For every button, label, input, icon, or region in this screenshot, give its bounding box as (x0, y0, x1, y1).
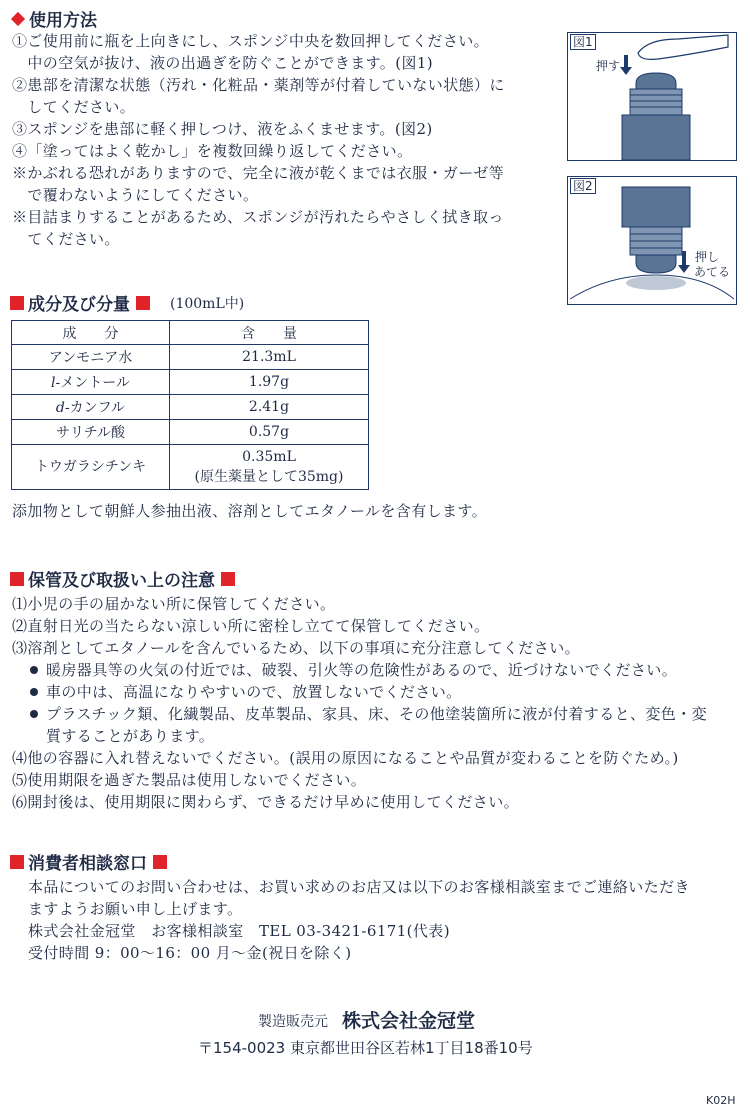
storage-heading (10, 566, 235, 591)
storage-bullet-cont: 質することがあります。 (46, 727, 215, 745)
table-row (12, 370, 369, 395)
ingredient-amount-cell (170, 445, 369, 490)
consult-line: 本品についてのお問い合わせは、お買い求めのお店又は以下のお客様相談室までご連絡いただき (28, 878, 690, 896)
ingredient-prefix: l (51, 375, 56, 391)
usage-line: 中の空気が抜け、液の出過ぎを防ぐことができます。(図1) (12, 54, 434, 72)
storage-bullet-text: 暖房器具等の火気の付近では、破裂、引火等の危険性があるので、近づけないでください。 (46, 661, 678, 679)
storage-item: ⑷他の容器に入れ替えないでください。(誤用の原因になることや品質が変わることを防ぐため。) (12, 749, 679, 767)
red-square-icon (136, 296, 150, 310)
figure-1-text: 押す (596, 59, 621, 73)
maker-label: 製造販売元 (258, 1014, 328, 1030)
figure-2 (567, 176, 737, 305)
consult-title: 消費者相談窓口 (28, 854, 147, 874)
usage-title: 使用方法 (29, 11, 97, 31)
red-square-icon (153, 855, 167, 869)
ingredient-amount: 0.35mL (242, 449, 296, 465)
table-row (12, 345, 369, 370)
usage-line: で覆わないようにしてください。 (12, 186, 259, 204)
storage-item: ⑸使用期限を過ぎた製品は使用しないでください。 (12, 771, 367, 789)
table-header-cell: 成 分 (12, 321, 170, 345)
table-header-cell: 含 量 (170, 321, 369, 345)
storage-item: ⑶溶剤としてエタノールを含んでいるため、以下の事項に充分注意してください。 (12, 639, 581, 657)
red-square-icon (10, 572, 24, 586)
consult-line: ますようお願い申し上げます。 (28, 900, 243, 918)
ingredient-name-cell (12, 370, 170, 395)
storage-item: ⑹開封後は、使用期限に関わらず、できるだけ早めに使用してください。 (12, 793, 520, 811)
figure-2-text-2: あてる (694, 265, 731, 279)
ingredients-title: 成分及び分量 (28, 295, 130, 315)
ingredients-heading (10, 290, 244, 315)
storage-bullet-text: 車の中は、高温になりやすいので、放置しないでください。 (46, 683, 462, 701)
diamond-icon (11, 11, 25, 25)
storage-title: 保管及び取扱い上の注意 (28, 571, 215, 591)
consult-line: 株式会社金冠堂 お客様相談室 TEL 03-3421-6171(代表) (28, 922, 450, 940)
red-square-icon (10, 855, 24, 869)
ingredient-amount: 1.97g (170, 370, 369, 395)
bottle-press-illustration (568, 33, 736, 160)
consult-heading (10, 849, 167, 874)
usage-line: ④「塗ってはよく乾かし」を複数回繰り返してください。 (12, 142, 413, 160)
storage-bullet-item (12, 659, 677, 681)
figure-1 (567, 32, 737, 161)
maker-name: 株式会社金冠堂 (342, 1010, 476, 1032)
ingredient-prefix: d (55, 400, 65, 416)
usage-line: してください。 (12, 98, 136, 116)
usage-line: ※かぶれる恐れがありますので、完全に液が乾くまでは衣服・ガーゼ等 (12, 164, 505, 182)
consult-line: 受付時間 9：00〜16：00 月〜金(祝日を除く) (28, 944, 352, 962)
storage-item: ⑴小児の手の届かない所に保管してください。 (12, 595, 336, 613)
red-square-icon (221, 572, 235, 586)
usage-line: てください。 (12, 230, 120, 248)
ingredients-unit: (100mL中) (170, 295, 245, 312)
usage-line: ③スポンジを患部に軽く押しつけ、液をふくませます。(図2) (12, 120, 433, 138)
ingredient-amount: 0.57g (170, 420, 369, 445)
ingredient-name: アンモニア水 (12, 345, 170, 370)
usage-line: ①ご使用前に瓶を上向きにし、スポンジ中央を数回押してください。 (12, 32, 490, 50)
ingredient-name-cell (12, 395, 170, 420)
figure-2-text-1: 押し (695, 250, 720, 264)
ingredient-amount: 21.3mL (170, 345, 369, 370)
ingredient-amount-note: (原生薬量として35mg) (194, 469, 344, 485)
ingredient-name: トウガラシチンキ (12, 445, 170, 490)
maker-address: 〒154-0023 東京都世田谷区若林1丁目18番10号 (198, 1039, 533, 1057)
storage-bullet-item (12, 681, 462, 703)
table-row (12, 445, 369, 490)
ingredient-amount: 2.41g (170, 395, 369, 420)
table-row (12, 420, 369, 445)
bottle-apply-illustration (568, 177, 736, 304)
usage-line: ②患部を清潔な状態（汚れ・化粧品・薬剤等が付着していない状態）に (12, 76, 505, 94)
ingredient-name: -カンフル (64, 400, 126, 416)
figure-2-label: 図2 (570, 178, 596, 194)
bullet-icon (30, 710, 38, 718)
bullet-icon (30, 688, 38, 696)
ingredients-table (11, 320, 369, 490)
ingredient-name: -メントール (55, 375, 130, 391)
storage-bullet-item (12, 703, 707, 725)
table-header-row (12, 321, 369, 345)
usage-heading (10, 6, 97, 31)
red-square-icon (10, 296, 24, 310)
ingredients-note: 添加物として朝鮮人参抽出液、溶剤としてエタノールを含有します。 (12, 502, 488, 520)
storage-bullet-text: プラスチック類、化繊製品、皮革製品、家具、床、その他塗装箇所に液が付着すると、変色・変 (46, 705, 708, 723)
product-code: K02H (706, 1094, 736, 1107)
ingredient-name: サリチル酸 (12, 420, 170, 445)
figure-1-label: 図1 (570, 34, 596, 50)
table-row (12, 395, 369, 420)
usage-line: ※目詰まりすることがあるため、スポンジが汚れたらやさしく拭き取っ (12, 208, 504, 226)
bullet-icon (30, 666, 38, 674)
storage-item: ⑵直射日光の当たらない涼しい所に密栓し立てて保管してください。 (12, 617, 490, 635)
